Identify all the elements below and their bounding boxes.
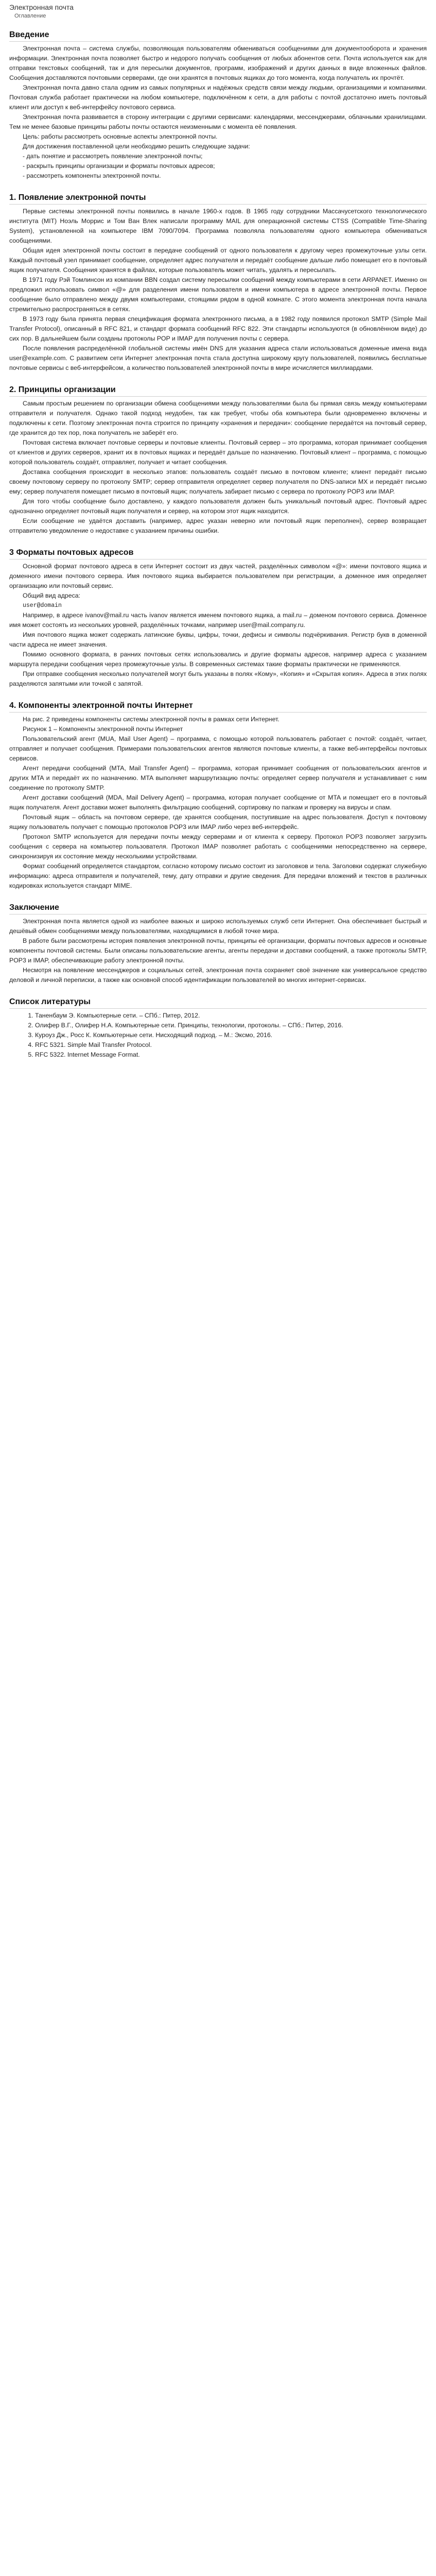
paragraph: Для того чтобы сообщение было доставлено, у каждого пользователя должен быть уникальный почтовый адрес. Почтовый адрес однозначно определяет почтовый ящик получателя и сервер, на котором этот ящик находится.	[9, 498, 427, 515]
section	[9, 903, 427, 985]
paragraph: Пользовательский агент (MUA, Mail User Agent) – программа, с помощью которой пользователь работает с почтой: создаёт, читает, отправляет и получает сообщения. Примерами пользовательских агентов являются почтовые клиенты, а также веб-интерфейсы почтовых сервисов.	[9, 735, 427, 762]
section-heading: Заключение	[9, 903, 427, 914]
reference-item: 3. Куроуз Дж., Росс К. Компьютерные сети. Нисходящий подход. – М.: Эксмо, 2016.	[35, 1030, 427, 1040]
paragraph: В 1971 году Рэй Томлинсон из компании BBN создал систему пересылки сообщений между компьютерами в сети ARPANET. Именно он предложил использовать символ «@» для разделения имени пользователя и имени компьютера в адресе электронной почты. Первое сообщение было отправлено между двумя компьютерами, стоящими рядом в одной комнате. С этого момента электронная почта начала стремительно распространяться в сетях.	[9, 276, 427, 313]
paragraph: Электронная почта развивается в сторону интеграции с другими сервисами: календарями, мессенджерами, облачными хранилищами. Тем не менее базовые принципы работы почты остаются неизменными с момента её появления.	[9, 113, 427, 130]
paragraph: Цель: работы рассмотреть основные аспекты электронной почты.	[23, 133, 218, 140]
paragraph: Если сообщение не удаётся доставить (например, адрес указан неверно или почтовый ящик переполнен), сервер возвращает отправителю уведомление о недоставке с указанием причины ошибки.	[9, 517, 427, 534]
reference-item: 2. Олифер В.Г., Олифер Н.А. Компьютерные сети. Принципы, технологии, протоколы. – СПб.: Питер, 2016.	[35, 1021, 427, 1030]
section-heading: 4. Компоненты электронной почты Интернет	[9, 701, 427, 713]
toc-link[interactable]: Оглавление	[14, 13, 46, 19]
section	[9, 30, 427, 181]
paragraph: Почтовая система включает почтовые серверы и почтовые клиенты. Почтовый сервер – это программа, которая принимает сообщения от клиентов и других серверов, хранит их в почтовых ящиках и передаёт дальше по назначению. Почтовый клиент – программа, с помощью которой пользователь создаёт, отправляет, получает и читает сообщения.	[9, 439, 427, 466]
paragraph: Основной формат почтового адреса в сети Интернет состоит из двух частей, разделённых символом «@»: имени почтового ящика и доменного имени почтового сервера. Имя почтового ящика выбирается пользователем при регистрации, а доменное имя определяет организацию или почтовый сервис.	[9, 563, 427, 589]
paragraph: Самым простым решением по организации обмена сообщениями между пользователями была бы прямая связь между компьютерами отправителя и получателя. Однако такой подход неудобен, так как требует, чтобы оба компьютера были одновременно включены и подключены к сети. Поэтому электронная почта строится по принципу «хранения и передачи»: сообщение передаётся на почтовый сервер, где хранится до тех пор, пока получатель не заберёт его.	[9, 400, 427, 436]
document	[0, 0, 436, 1060]
reference-list	[9, 1011, 427, 1060]
reference-item: 1. Таненбаум Э. Компьютерные сети. – СПб.: Питер, 2012.	[35, 1011, 427, 1021]
paragraph: Общий вид адреса:	[23, 592, 80, 599]
sections-container	[9, 30, 427, 1060]
paragraph: Первые системы электронной почты появились в начале 1960-х годов. В 1965 году сотрудники Массачусетского технологического института (MIT) Ноэль Моррис и Том Ван Влек написали программу MAIL для операционной системы CTSS (Compatible Time-Sharing System), установленной на компьютере IBM 7090/7094. Программа позволяла пользователям одного компьютера обмениваться сообщениями.	[9, 208, 427, 244]
paragraph: Электронная почта – система службы, позволяющая пользователям обмениваться сообщениями для документооборота и хранения информации. Электронная почта позволяет быстро и недорого получать сообщения от любых абонентов сети. Почта используется как для отправки текстовых сообщений, так и для пересылки документов, программ, изображений и других данных в виде вложенных файлов. Сообщения доставляются почтовыми серверами, где они хранятся в почтовых ящиках до того момента, когда получатель их прочтёт.	[9, 45, 427, 81]
section	[9, 701, 427, 891]
paragraph: Несмотря на появление мессенджеров и социальных сетей, электронная почта сохраняет своё значение как универсальное средство деловой и личной переписки, а также как основной способ идентификации пользователей во многих интернет-сервисах.	[9, 967, 427, 984]
reference-item: 5. RFC 5322. Internet Message Format.	[35, 1050, 427, 1060]
section-heading: Введение	[9, 30, 427, 42]
paragraph: В работе были рассмотрены история появления электронной почты, принципы её организации, форматы почтовых адресов и основные компоненты почтовой системы. Были описаны пользовательские агенты, агенты передачи и доставки сообщений, а также протоколы SMTP, POP3 и IMAP, обеспечивающие работу электронной почты.	[9, 937, 427, 964]
paragraph: Например, в адресе ivanov@mail.ru часть ivanov является именем почтового ящика, а mail.ru – доменом почтового сервиса. Доменное имя может состоять из нескольких уровней, разделённых точками, например user@mail.company.ru.	[9, 612, 427, 629]
paragraph: Рисунок 1 – Компоненты электронной почты Интернет	[23, 725, 183, 733]
section-heading: 2. Принципы организации	[9, 385, 427, 397]
paragraph: Агент передачи сообщений (MTA, Mail Transfer Agent) – программа, которая принимает сообщения от пользовательских агентов и других MTA и передаёт их по назначению. MTA выполняет маршрутизацию почты: определяет сервер получателя и устанавливает с ним соединение по протоколу SMTP.	[9, 765, 427, 791]
paragraph: Электронная почта давно стала одним из самых популярных и надёжных средств связи между людьми, организациями и компаниями. Почтовая служба работает практически на любом компьютере, подключённом к сети, а для работы с почтой достаточно иметь почтовый клиент или доступ к веб-интерфейсу почтового сервиса.	[9, 84, 427, 111]
reference-item: 4. RFC 5321. Simple Mail Transfer Protocol.	[35, 1040, 427, 1050]
paragraph: Помимо основного формата, в ранних почтовых сетях использовались и другие форматы адресов, например адреса с указанием маршрута передачи сообщения через промежуточные узлы. В современных системах такие форматы практически не применяются.	[9, 651, 427, 668]
paragraph: Имя почтового ящика может содержать латинские буквы, цифры, точки, дефисы и символы подчёркивания. Регистр букв в доменной части адреса не имеет значения.	[9, 631, 427, 648]
code-line: user@domain	[23, 602, 62, 609]
paragraph: После появления распределённой глобальной системы имён DNS для указания адреса стали использоваться доменные имена вида user@example.com. С развитием сети Интернет электронная почта стала доступна широкому кругу пользователей, появились бесплатные почтовые сервисы с веб-интерфейсом, а количество пользователей электронной почты в мире исчисляется миллиардами.	[9, 345, 427, 371]
paragraph: - рассмотреть компоненты электронной почты.	[23, 172, 161, 179]
page-title: Электронная почта	[9, 3, 74, 11]
paragraph: Доставка сообщения происходит в несколько этапов: пользователь создаёт письмо в почтовом клиенте; клиент передаёт письмо своему почтовому серверу по протоколу SMTP; сервер отправителя определяет сервер получателя по DNS-записи MX и передаёт письмо ему; сервер получателя помещает письмо в почтовый ящик; получатель забирает письмо с сервера по протоколу POP3 или IMAP.	[9, 468, 427, 495]
section-heading: 1. Появление электронной почты	[9, 193, 427, 205]
section	[9, 548, 427, 689]
paragraph: При отправке сообщения несколько получателей могут быть указаны в полях «Кому», «Копия» и «Скрытая копия». Адреса в этих полях разделяются запятыми или точкой с запятой.	[9, 670, 427, 687]
paragraph: Для достижения поставленной цели необходимо решить следующие задачи:	[23, 143, 250, 150]
section-heading: Список литературы	[9, 997, 427, 1009]
paragraph: - раскрыть принципы организации и форматы почтовых адресов;	[23, 162, 215, 170]
paragraph: - дать понятие и рассмотреть появление электронной почты;	[23, 152, 203, 160]
paragraph: Формат сообщений определяется стандартом, согласно которому письмо состоит из заголовков и тела. Заголовки содержат служебную информацию: адреса отправителя и получателей, тему, дату отправки и другие сведения. Для передачи вложений и текстов в различных кодировках используется стандарт MIME.	[9, 862, 427, 889]
section	[9, 193, 427, 373]
section	[9, 385, 427, 536]
paragraph: В 1973 году была принята первая спецификация формата электронного письма, а в 1982 году появился протокол SMTP (Simple Mail Transfer Protocol), описанный в RFC 821, и стандарт формата сообщений RFC 822. Эти стандарты используются (в обновлённом виде) до сих пор. В дальнейшем были созданы протоколы POP и IMAP для получения почты с сервера.	[9, 315, 427, 342]
paragraph: Электронная почта является одной из наиболее важных и широко используемых служб сети Интернет. Она обеспечивает быстрый и дешёвый обмен сообщениями между пользователями, находящимися в любой точке мира.	[9, 918, 427, 935]
paragraph: Протокол SMTP используется для передачи почты между серверами и от клиента к серверу. Протокол POP3 позволяет загрузить сообщения с сервера на компьютер пользователя. Протокол IMAP позволяет работать с сообщениями непосредственно на сервере, синхронизируя их состояние между несколькими устройствами.	[9, 833, 427, 860]
paragraph: Общая идея электронной почты состоит в передаче сообщений от одного пользователя к другому через промежуточные узлы сети. Каждый почтовый узел принимает сообщение, определяет адрес получателя и передаёт сообщение дальше либо помещает его в почтовый ящик получателя. Сообщения хранятся в файлах, которые пользователь может читать, удалять и пересылать.	[9, 247, 427, 274]
section-heading: 3 Форматы почтовых адресов	[9, 548, 427, 560]
paragraph: Агент доставки сообщений (MDA, Mail Delivery Agent) – программа, которая получает сообщение от MTA и помещает его в почтовый ящик получателя. Агент доставки может выполнять фильтрацию сообщений, сортировку по папкам и проверку на вирусы и спам.	[9, 794, 427, 811]
section	[9, 997, 427, 1060]
paragraph: Почтовый ящик – область на почтовом сервере, где хранятся сообщения, поступившие на адрес пользователя. Доступ к почтовому ящику пользователь получает с помощью протоколов POP3 или IMAP либо через веб-интерфейс.	[9, 814, 427, 831]
paragraph: На рис. 2 приведены компоненты системы электронной почты в рамках сети Интернет.	[23, 716, 280, 723]
